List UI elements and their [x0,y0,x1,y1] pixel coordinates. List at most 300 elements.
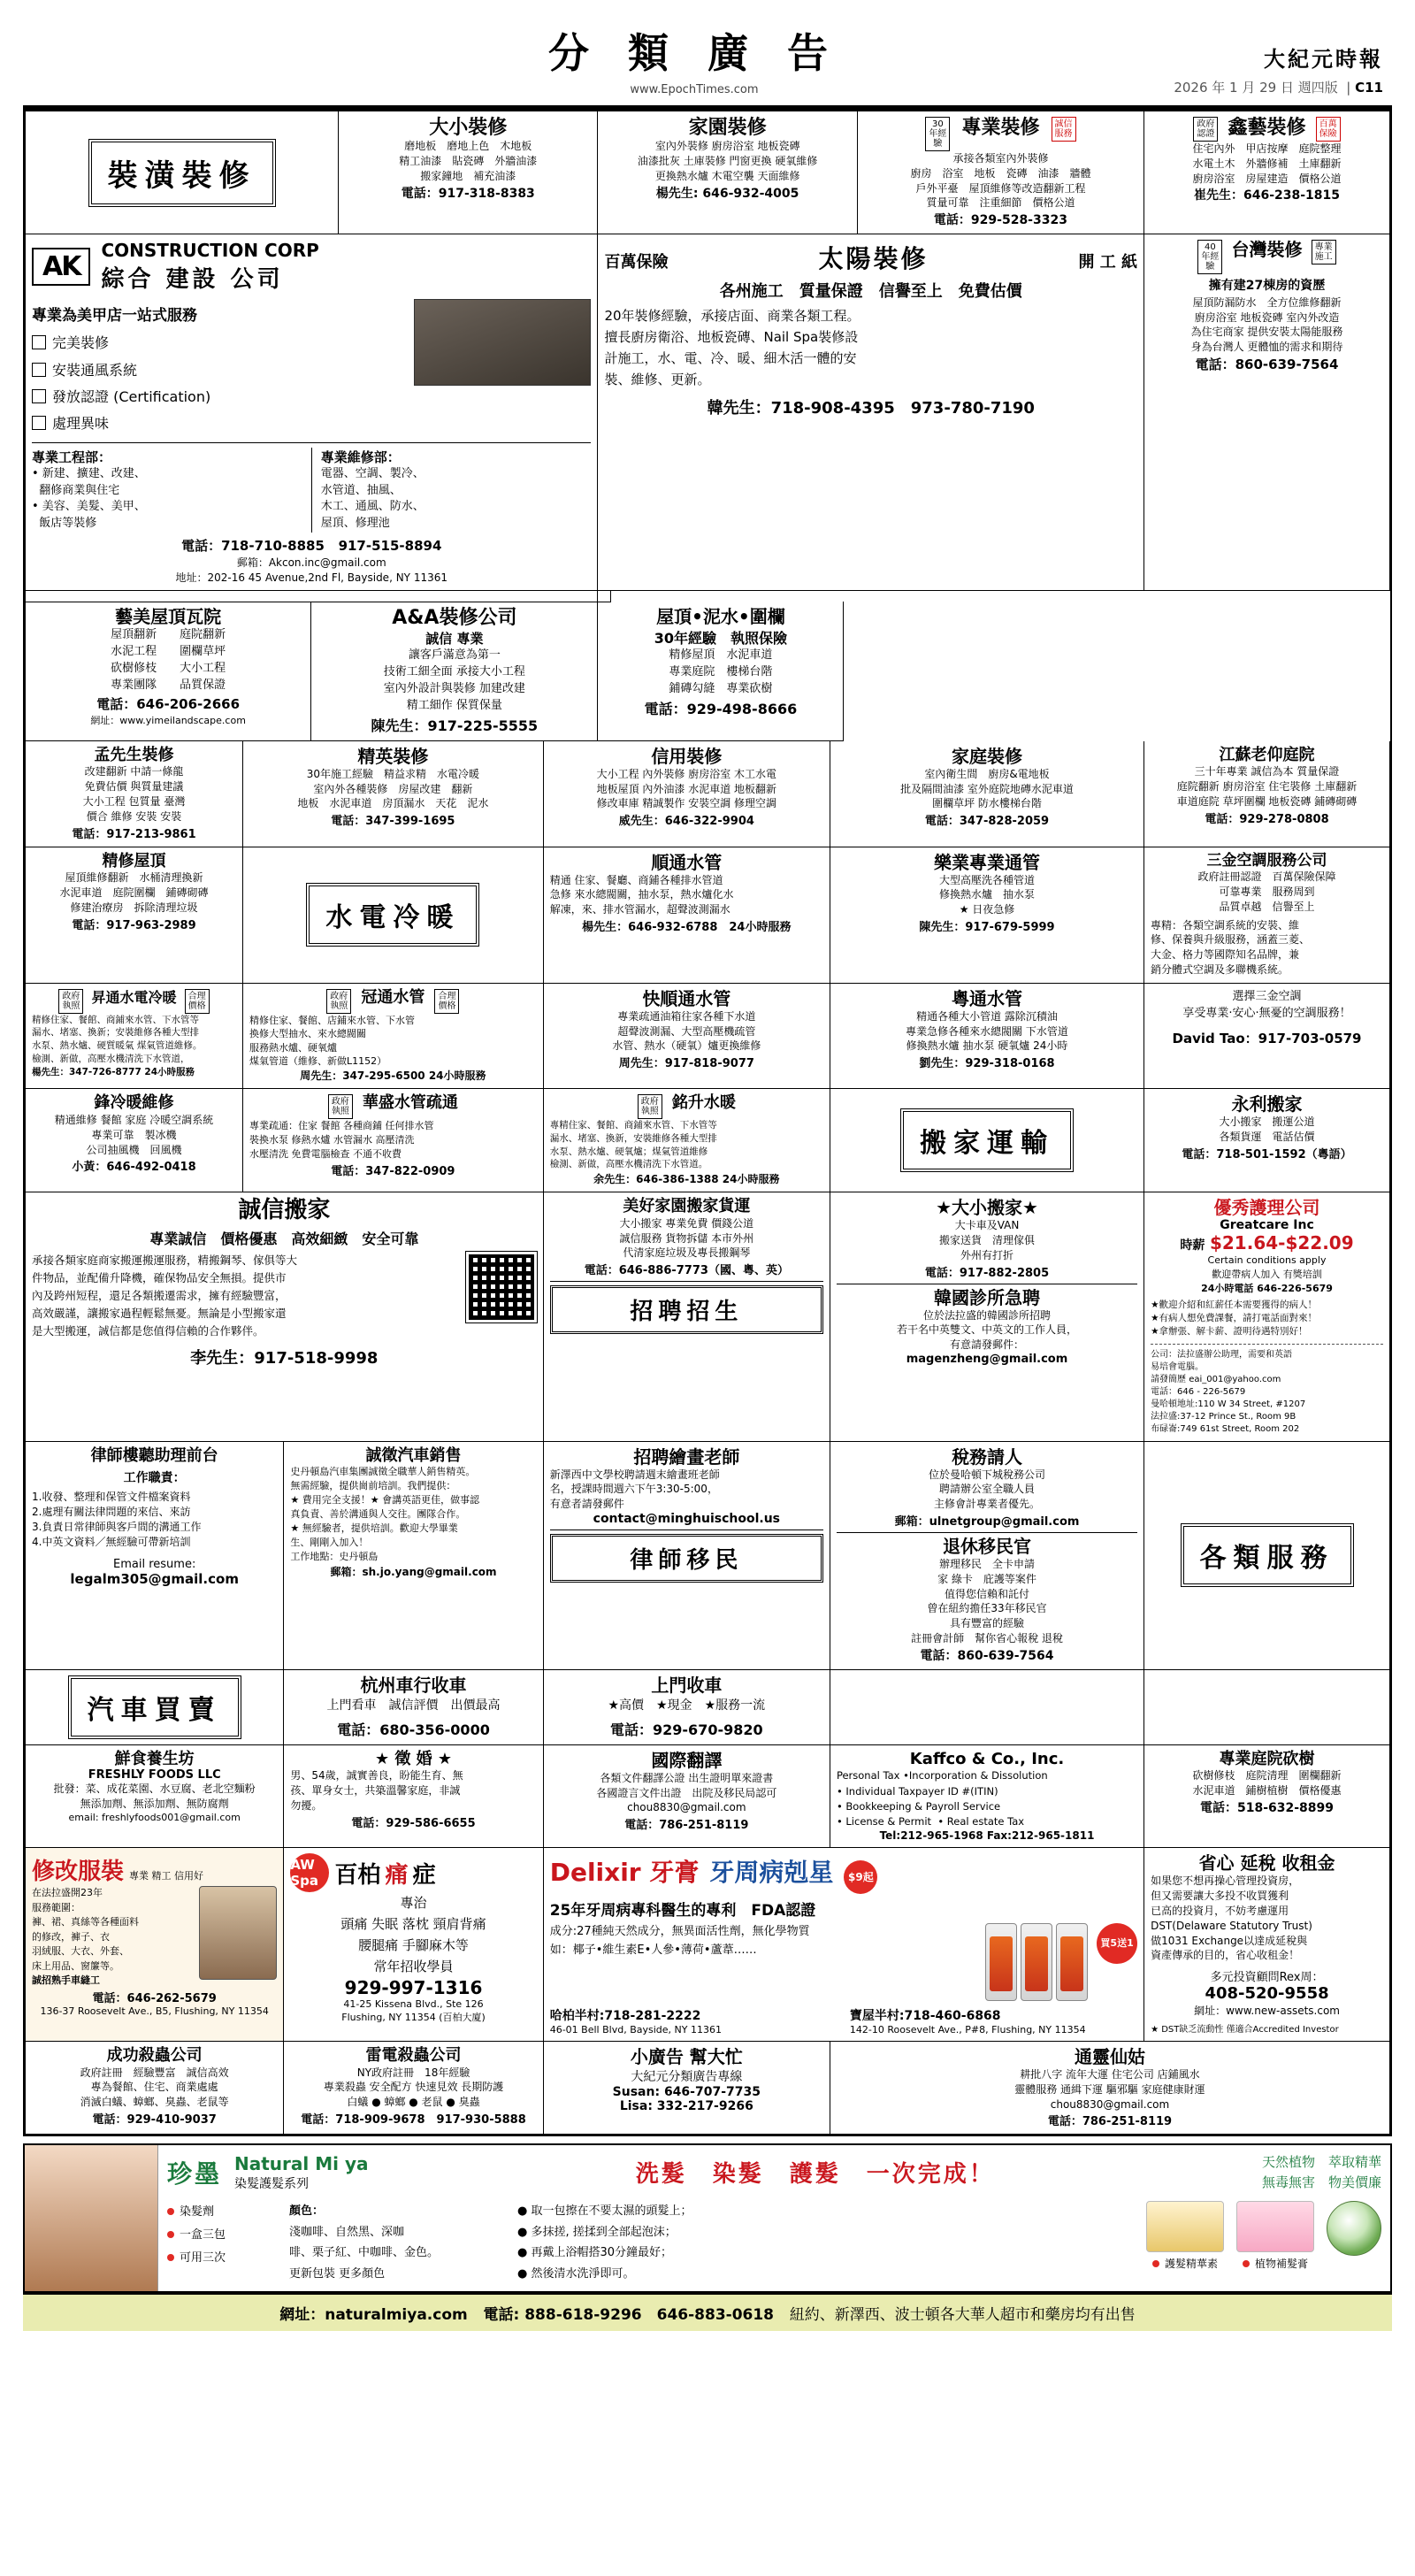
ad-line: 政府註冊認證 百萬保險保障 [1197,870,1336,884]
ad-email[interactable]: 郵箱：ulnetgroup@gmail.com [894,1514,1080,1529]
page-title: 分 類 廣 告 [547,29,841,77]
license-badge: 政府執照 [326,989,351,1014]
ad-title: 修改服裝 [32,1859,125,1886]
ad-line: 擁有建27棟房的資歷 [1208,279,1326,294]
ad-body [290,1465,536,1564]
ad-line: 專業團隊 品質保證 [111,678,226,692]
ad-line: 常年招收學員 [373,1959,454,1975]
ad-phone[interactable]: 電話：718-909-9678 917-930-5888 [301,2113,526,2128]
ad-line: 車道庭院 草坪圍欄 地板瓷磚 鋪磚砌磚 [1176,795,1358,809]
ad-email[interactable]: 郵箱：sh.jo.yang@gmail.com [330,1565,497,1578]
ad-aa-renovation[interactable] [311,602,598,741]
ad-phone[interactable]: 楊先生: 646-932-4005 [655,186,799,201]
ad-body [550,1119,823,1171]
ad-body [32,764,236,824]
ad-title: 專業裝修 [961,117,1040,139]
ad-line: 成分:27種純天然成分，無異面活性劑，無化學物質 [549,1924,810,1938]
ad-xinyi-zhuangxiu[interactable] [1144,111,1390,234]
ad-disclaimer: ★ DST缺乏流動性 僅適合Accredited Investor [1151,2025,1339,2036]
ad-line: 各國證言文件出證 出院及移民局認可 [596,1786,777,1799]
ad-title: ★ 徵 婚 ★ [375,1749,453,1768]
ad-detail [1151,918,1383,978]
ad-title: A&A裝修公司 [392,607,517,630]
hiring-section-wrap [550,1285,823,1334]
ad-body-row [32,1252,537,1340]
ad-line: 水壓清洗 免費電腦檢查 不通不收費 [249,1148,402,1161]
store-2[interactable] [850,2006,1137,2036]
ad-phone[interactable]: 崔先生：646-238-1815 [1193,188,1341,203]
ak-phone-2[interactable]: 917-515-8894 [338,538,442,555]
ad-line: 3.負責日常律師與客戶間的溝通工作 [32,1520,202,1533]
ad-car-sales-hiring[interactable] [284,1442,543,1670]
ad-title: 粵通水管 [951,987,1022,1009]
sun-body [604,305,1137,390]
ad-daxiao-moving[interactable] [830,1192,1144,1441]
ad-body [290,1892,536,1977]
ak-dept-maintenance [311,448,592,533]
ad-feng-hvac[interactable] [25,1089,243,1192]
ad-title: 優秀護理公司 [1213,1197,1320,1219]
ad-line: 選擇三金空調 [1232,989,1302,1003]
ad-title: 專業庭院砍樹 [1219,1749,1315,1768]
ad-huasheng-drain[interactable] [243,1089,544,1192]
ad-phone[interactable]: 電話：347-828-2059 [924,815,1050,829]
ad-line: Certain conditions apply [1207,1254,1327,1267]
ad-title: 孟先生裝修 [94,745,174,764]
row-feature [25,234,1390,591]
ad-line: 庭院翻新 廚房浴室 住宅裝修 土庫翻新 [1176,780,1358,794]
ad-phone[interactable]: 劉先生：929-318-0168 [919,1057,1055,1071]
ad-phone[interactable]: 小黃：646-492-0418 [72,1161,196,1175]
ad-line: DST(Delaware Statutory Trust) [1151,1919,1312,1932]
ad-greatcare[interactable] [1144,1192,1390,1441]
store-phone[interactable]: 寶屋半村:718-460-6868 [849,2008,1001,2023]
ad-leidian-pest[interactable] [284,2042,543,2135]
ad-body [1151,278,1383,355]
ad-line: 砍樹修枝 大小工程 [111,661,226,675]
ad-line: 專業急修各種來水總閥關 下水管道 [906,1024,1068,1038]
col-products [1146,2201,1381,2271]
ad-phone[interactable]: 408-520-9558 [1205,1984,1329,2004]
ad-line: 廚房浴室 房屋建造 價格公道 [1192,172,1342,185]
ad-line: 消滅白蟻、蟑螂、臭蟲、老鼠等 [80,2096,229,2109]
ad-phone[interactable]: 余先生：646-386-1388 24小時服務 [593,1173,780,1186]
ad-line: 服務範圍： [32,1901,80,1913]
ad-line: 白蟻 ● 蟑螂 ● 老鼠 ● 臭蟲 [347,2096,480,2109]
ad-body [1151,764,1383,809]
ad-phone[interactable]: 電話：929-498-8666 [644,700,798,717]
ad-tongling-fortune[interactable] [830,2042,1390,2135]
ad-phone[interactable]: 電話：646-262-5679 [92,1991,217,2005]
ad-line: 批發：菜、成花菜園、水豆腐、老北空麵粉 [53,1782,256,1796]
ad-phone[interactable]: 楊先生：646-932-6788 24小時服務 [582,921,792,935]
ad-body [32,1252,457,1340]
ak-phone-row[interactable] [32,536,591,555]
ad-subtitle: 上門看車 誠信評價 出價最高 [326,1698,501,1713]
ad-phone[interactable]: 威先生：646-322-9904 [618,815,754,829]
ad-line: 名，授課時間週六下午3:30-5:00， [549,1483,718,1496]
badges [249,989,537,1014]
ad-kuaishun-plumbing[interactable] [544,984,830,1090]
ad-line: 曾在紐約擔任33年移民官 [927,1602,1047,1615]
ad-body [837,1557,1137,1646]
ad-tax-hiring[interactable] [830,1442,1144,1670]
spa-badge: AW Spa [290,1853,329,1892]
issue-date-text: 2026 年 1 月 29 日 週四版 [1174,80,1338,96]
ad-meng-renovation[interactable] [25,741,243,847]
ad-phone[interactable]: 電話：860-639-7564 [920,1648,1054,1663]
bottom-ad-content [158,2145,1390,2291]
ad-guantong-plumbing[interactable] [243,984,544,1090]
ad-phone[interactable]: 電話：786-251-8119 [1047,2115,1173,2129]
ad-line: 各類貨運 電話估價 [1219,1131,1315,1144]
ad-leye-drain[interactable] [830,847,1144,984]
ad-marriage[interactable] [284,1745,543,1849]
ad-line: 2.處理有關法律問題的來信、來訪 [32,1506,191,1519]
product-image [1146,2201,1224,2252]
ad-doorstep-car[interactable] [544,1670,830,1745]
ad-line: 精修住家、餐館、店鋪來水管、下水管 [249,1014,416,1026]
ad-email[interactable]: email: freshlyfoods001@gmail.com [68,1812,241,1824]
ad-jingxiu-roof[interactable] [25,847,243,984]
ak-check-1 [32,330,403,356]
ad-line: 精工油漆 貼瓷磚 外牆油漆 [399,155,538,168]
section-services [1144,1442,1390,1670]
ad-line: 家 綠卡 庇護等案件 [937,1572,1036,1585]
ad-yuetong-plumbing[interactable] [830,984,1144,1090]
ad-line: 精修住家、餐館、商鋪來水管、下水管等 [32,1014,199,1025]
section-auto [25,1670,284,1745]
ad-line: 裝、維修、更新。 [604,372,711,388]
ad-line: 專業殺蟲 安全配方 快速見效 長期防護 [323,2081,504,2094]
ad-sun-renovation[interactable] [598,234,1144,591]
ad-sanjin-hvac[interactable] [1144,847,1390,984]
ad-email[interactable]: chou8830@gmail.com [627,1801,746,1814]
ad-email[interactable]: legalm305@gmail.com [70,1571,239,1588]
ad-phone[interactable]: 電話：680-356-0000 [337,1721,490,1738]
dept-title: 專業工程部： [32,448,112,465]
ak-dept-engineering [32,448,302,533]
col-line: 再戴上浴帽搭30分鐘最好； [531,2246,673,2260]
ad-bullets [1151,1299,1383,1339]
ad-phone[interactable]: 電話：518-632-8899 [1199,1801,1335,1816]
ad-phone[interactable]: 陳先生：917-225-5555 [371,717,539,734]
ad-line: 易培會電腦。 [1151,1361,1205,1372]
brand-en: Natural Mi ya [234,2152,369,2174]
badges [32,989,236,1014]
ad-body [32,2066,277,2110]
col-line: 多抹搓, 搓揉到全部起泡沫； [531,2225,677,2239]
ad-email[interactable]: magenzheng@gmail.com [906,1352,1068,1366]
ad-phone[interactable]: 電話：917-318-8383 [401,186,535,201]
ad-subtitle: 工作職責： [123,1471,186,1486]
product-images [985,1923,1088,2001]
ad-line: NY政府註冊 18年經驗 [356,2066,470,2079]
bottom-ad-columns [167,2201,1381,2284]
ad-body [550,1468,823,1512]
ad-line: 裝換水泵 修熱水爐 水管漏水 高壓清洗 [249,1134,415,1146]
ad-line: 內及跨州短程，還足各類搬遷需求，擁有經驗豐富， [32,1289,287,1302]
ad-title: 信用裝修 [651,745,723,767]
contact-lisa[interactable]: Lisa: 332-217-9266 [619,2098,753,2113]
ad-line: ★歡迎介紹和紅薪任本需要獲得的病人！ [1151,1299,1317,1310]
ad-phone[interactable]: 楊先生：347-726-8777 24小時服務 [32,1066,195,1077]
ad-line: 專精住家、餐館、商鋪來水管、下水管等 [549,1120,717,1131]
ad-website[interactable]: 網址：www.yimeilandscape.com [90,714,246,726]
portrait-photo [199,1886,277,1980]
brand-block [234,2153,368,2192]
contact-susan[interactable]: Susan: 646-707-7735 [612,2084,761,2099]
ad-body [1151,1115,1383,1145]
ad-line[interactable]: 請發簡歷 eai_001@yahoo.com [1151,1374,1281,1384]
ad-line: 修建治療房 拆除清理垃圾 [70,901,198,914]
ad-title: 台灣裝修 [1231,239,1303,261]
ad-chengxin-moving[interactable] [25,1192,544,1441]
row-moving-top [25,1089,1390,1192]
ad-subtitle: 25年牙周病專科醫生的專利 FDA認證 [549,1901,816,1920]
ad-epoch-classified-line[interactable] [544,2042,830,2135]
ad-baitong-clinic[interactable] [284,1848,543,2042]
ad-line: 註冊會計師 幫你省心報稅 退稅 [911,1631,1063,1644]
ad-hangzhou-car[interactable] [284,1670,543,1745]
baitong-header [290,1853,536,1892]
ad-line: 廚房 浴室 地板 瓷磚 油漆 牆體 [910,166,1091,180]
ad-phone[interactable]: 電話：917-963-2989 [72,918,196,932]
ad-phone[interactable]: 電話：929-278-0808 [1205,812,1329,826]
ak-email[interactable]: 郵箱：Akcon.inc@gmail.com [236,556,386,570]
ad-line: 磨地板 磨地上色 木地板 [404,140,532,153]
ad-roof-masonry-fence[interactable] [598,602,844,741]
ad-line: 三十年專業 誠信為本 質量保證 [1194,765,1340,778]
ad-line[interactable]: 電話：646 - 226-5679 [1151,1386,1246,1397]
ad-line: 曼哈頓地址:110 W 34 Street, #1207 [1151,1399,1306,1409]
ak-address: 地址：202-16 45 Avenue,2nd Fl, Bayside, NY 11361 [175,571,447,585]
ad-line: 誠信服務 貨物拆儲 本市外州 [619,1231,754,1245]
store-phone[interactable]: 哈柏半村:718-281-2222 [549,2008,701,2023]
ad-badge: 專業 精工 信用好 [129,1870,204,1882]
ad-lawyer-assistant[interactable] [25,1442,284,1670]
ad-email[interactable]: chou8830@gmail.com [1050,2097,1170,2111]
sun-contact[interactable]: 韓先生：718-908-4395 973-780-7190 [707,399,1035,418]
ad-line: 頭痛 失眠 落枕 頸肩背痛 [340,1916,486,1933]
ad-phone[interactable]: 24小時電話 646-226-5679 [1201,1282,1333,1294]
ad-line: 大卡車及VAN [954,1219,1020,1232]
ad-title: 家園裝修 [688,117,767,139]
ad-taiwan-renovation[interactable] [1144,234,1390,591]
ad-line: 公司抽風機 回風機 [86,1143,182,1156]
bottom-banner-ad[interactable] [23,2143,1392,2293]
ad-line: 值得您信賴和託付 [945,1587,1030,1600]
store-1[interactable] [550,2006,838,2036]
ad-line: 專業可靠 製冰機 [91,1128,177,1141]
ad-line: 鋪磚勾縫 專業砍樹 [669,681,773,695]
ak-contact-left [26,591,324,602]
dept-line: 電器、空調、製冷、 [320,466,424,480]
benefit-tags [1262,2152,1381,2192]
ad-dst-investment[interactable] [1144,1848,1390,2042]
ad-line: 享受專業·安心·無憂的空調服務！ [1182,1006,1351,1020]
bottom-contact-bar[interactable] [23,2293,1392,2331]
sun-title-row [604,240,1137,275]
ad-line: 20年裝修經驗，承接店面、商業各類工程。 [604,308,860,325]
ad-phone[interactable]: 周先生：347-295-6500 24小時服務 [300,1070,486,1083]
ad-ak-construction[interactable] [25,234,598,591]
ad-line: 若干名中英雙文、中英文的工作人員， [897,1323,1078,1337]
ad-phone[interactable]: 電話：917-882-2805 [924,1266,1050,1280]
dept-line: 翻修商業與住宅 [32,483,120,497]
tailor-header [32,1853,277,1886]
ad-title-row [1151,117,1383,142]
ad-title-part: 百柏 [334,1861,381,1889]
ad-translation[interactable] [544,1745,830,1849]
ad-delixir[interactable] [544,1848,1144,2042]
ad-credit-renovation[interactable] [544,741,830,847]
ad-home-renovation[interactable] [830,741,1144,847]
ad-meihao-moving[interactable] [544,1192,830,1441]
ad-line: 煤氣管道（維修、新做L1152） [249,1054,387,1067]
delixir-header [550,1853,1137,1894]
ad-line: 做1031 Exchange以達成延稅與 [1151,1934,1308,1947]
ad-line: 外州有打折 [960,1248,1014,1261]
ad-phone[interactable]: 電話：929-670-9820 [610,1721,763,1738]
ad-line: 更換熱水爐 木電空襲 天面維修 [654,169,800,182]
ad-body [604,139,850,183]
ad-yongli-moving[interactable] [1144,1089,1390,1192]
deal-badge: 買5送1 [1097,1923,1137,1964]
col-line: 可用三次 [180,2251,226,2266]
ad-line: 水電土木 外牆修補 土庫翻新 [1192,157,1342,170]
ad-yimei-roof[interactable] [25,602,311,741]
ad-phone[interactable]: 電話：929-528-3323 [933,213,1067,228]
ad-title: 杭州車行收車 [360,1674,467,1696]
ad-line: 的修改，褲子、衣 [32,1930,110,1943]
ad-title: 江蘇老仰庭院 [1219,745,1315,764]
ad-line: 各類文件翻譯公證 出生證明單來證書 [600,1771,774,1784]
ad-body [32,1886,194,1989]
ad-phone[interactable]: 電話：718-501-1592（粵語） [1182,1147,1352,1162]
bottom-phone[interactable]: 電話: 888-618-9296 646-883-0618 [483,2305,775,2324]
ad-more [1151,1349,1383,1436]
ad-body [249,1014,537,1069]
ad-website[interactable]: 網址：www.new-assets.com [1194,2005,1340,2018]
ad-jingying-renovation[interactable] [243,741,544,847]
ad-title: 小廣告 幫大忙 [630,2045,743,2067]
ad-phone[interactable]: David Tao：917-703-0579 [1172,1031,1362,1047]
ad-body [837,1218,1137,1262]
ad-tree-service[interactable] [1144,1745,1390,1849]
ad-title: 精英裝修 [357,745,429,767]
ad-title: 順通水管 [651,851,723,873]
ad-line: 男、54歲，誠實善良，盼能生育、無 [290,1769,463,1782]
ad-line: 但又需要讓大多投不收買獲利 [1151,1890,1289,1903]
rate-label: 時薪 [1180,1238,1205,1254]
ad-line: 搬家鐘地 補充油漆 [420,169,516,182]
ad-chenggong-pest[interactable] [25,2042,284,2135]
ad-line: 公司：法拉盛辦公助理，需要和英語 [1151,1349,1293,1360]
ad-phone[interactable]: 電話：860-639-7564 [1195,356,1339,372]
ad-jiayuan-zhuangxiu[interactable] [598,111,857,234]
ad-email[interactable]: contact@minghuischool.us [593,1511,781,1526]
ad-sanjin-hvac-contact[interactable] [1144,984,1390,1090]
ad-title: 韓國診所急聘 [934,1286,1040,1308]
ad-phone[interactable]: 電話：929-410-9037 [92,2113,217,2128]
ad-line: 漏水、堵塞、換新；安裝維修各種大型排 [32,1027,199,1039]
ad-phone[interactable]: 電話：347-399-1695 [331,815,455,829]
ad-shengtong-plumbing[interactable] [25,984,243,1090]
ad-line: 如：椰子•維生素E•人參•薄荷•蘆葦…… [549,1943,757,1957]
bottom-website[interactable]: 網址：naturalmiya.com [279,2305,468,2324]
ad-phone[interactable]: 電話：646-206-2666 [96,695,241,712]
ad-art-teacher[interactable] [544,1442,830,1670]
headline: 洗髮 染髮 護髮 一次完成！ [635,2161,995,2189]
ad-kaffco[interactable] [830,1745,1144,1849]
store-address: 142-10 Roosevelt Ave., P#8, Flushing, NY 11354 [849,2023,1086,2036]
ad-phone[interactable]: 電話：917-213-9861 [72,827,196,841]
ad-freshly-foods[interactable] [25,1745,284,1849]
ad-body [837,1468,1137,1512]
ad-phone[interactable]: 周先生：917-818-9077 [618,1057,754,1071]
ad-phone[interactable]: 電話：347-822-0909 [331,1165,455,1179]
ak-phone-1[interactable]: 電話：718-710-8885 [181,538,325,555]
ad-line: 大小搬家 搬運公道 [1219,1116,1315,1129]
ad-line: 技術工細全面 承接大小工程 [383,665,525,679]
ad-body [32,870,236,915]
masthead-website: www.EpochTimes.com [630,83,759,96]
decorative-swirl-icon [1327,2201,1381,2256]
ak-check-4 [32,410,403,437]
section-hiring-label: 招聘招生 [550,1285,823,1334]
ad-line: 地板屋頂 內外油漆 水泥車道 地板翻新 [596,782,777,795]
ad-phone[interactable]: 李先生：917-518-9998 [190,1349,379,1368]
tag: 萃取精華 [1327,2154,1381,2171]
ad-line: 床上用品、窗簾等。 [32,1959,119,1972]
ad-line: 無需經驗，提供崗前培訓。我們提供： [290,1480,456,1492]
dept-line: • 美容、美髮、美甲、 [32,500,146,514]
ad-body [32,627,304,694]
ad-jiangsu-garden[interactable] [1144,741,1390,847]
ad-zhuanye-zhuangxiu[interactable] [858,111,1144,234]
row-small-renovation [25,741,1390,847]
section-moving-label: 搬家運輸 [900,1108,1074,1172]
ad-phone[interactable]: 電話：646-886-7773（國、粵、英） [584,1264,789,1278]
ad-phone[interactable]: Tel:212-965-1968 Fax:212-965-1811 [879,1829,1095,1843]
ad-mingsheng-plumbing[interactable] [544,1089,830,1192]
ad-phone[interactable]: 929-997-1316 [344,1977,483,1999]
issue-date: 2026 年 1 月 29 日 週四版 | C11 [1174,80,1383,96]
ad-line: 位於法拉盛的韓國診所招聘 [923,1308,1052,1322]
ad-line: 漏水、堵塞、換新，安裝維修各種大型排 [549,1133,717,1145]
ad-body [550,1771,823,1815]
ad-line: 水管、熱水（硬氧）爐更換維修 [612,1039,761,1053]
ad-daxiao-zhuangxiu[interactable] [339,111,598,234]
sun-subtitle: 各州施工 質量保證 信譽至上 免費估價 [719,282,1022,302]
ak-check-label: 處理異味 [52,415,110,433]
ad-phone[interactable]: 電話：786-251-8119 [624,1819,749,1833]
ad-body [837,1308,1137,1353]
ad-phone[interactable]: 陳先生：917-679-5999 [919,921,1055,935]
ad-tailoring[interactable] [25,1848,284,2042]
ad-title: 三金空調服務公司 [1206,851,1327,870]
ad-company-en: Greatcare Inc [1220,1218,1314,1233]
ad-line: 件物品，並配備升降機，確保物品安全無損。提供市 [32,1271,287,1284]
ad-phone[interactable]: 電話：929-586-6655 [351,1816,476,1830]
ad-line: 解凍，來、排水管漏水，超聲波測漏水 [549,903,730,916]
ad-subtitle: 大紀元分類廣告專線 [631,2069,743,2084]
ad-line: 精工細作 保質保量 [406,698,502,712]
ad-line: 靈體服務 通緝下運 驅邪驅 家庭健康財運 [1014,2082,1205,2096]
ad-shuntong-plumbing[interactable] [544,847,830,984]
ad-line: 專業疏通：住家 餐館 各種商鋪 任何排水管 [249,1120,434,1132]
